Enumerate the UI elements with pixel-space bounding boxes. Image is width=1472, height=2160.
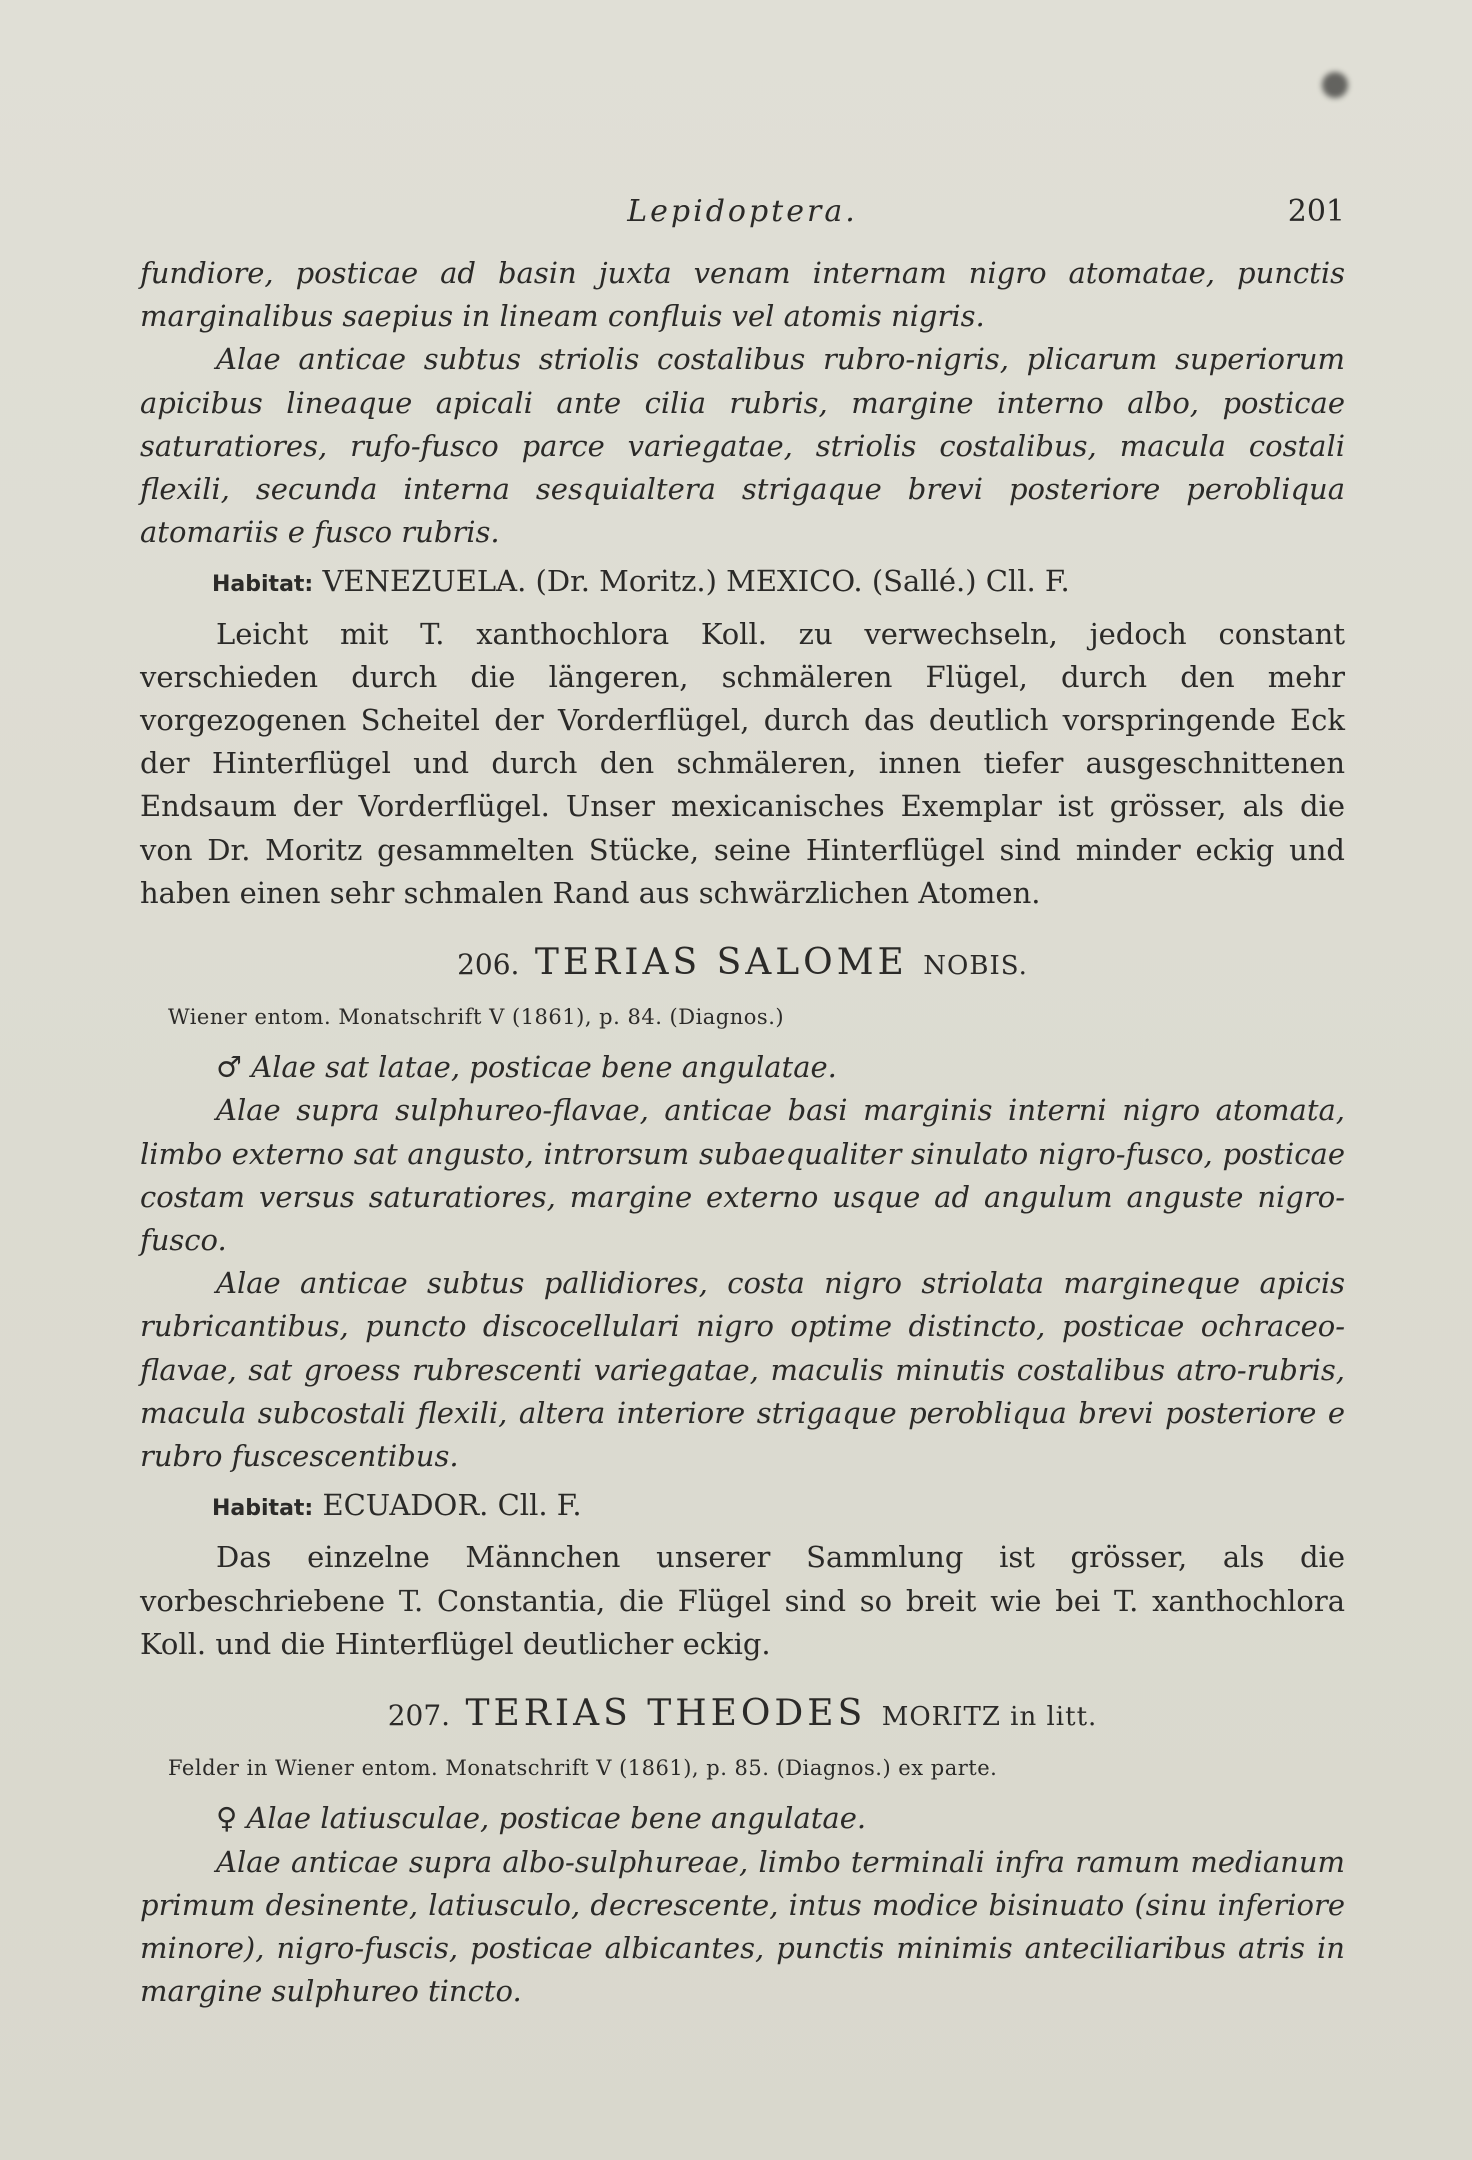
page-header <box>140 190 1345 246</box>
species-reference: Felder in Wiener entom. Monatschrift V (1861), p. 85. (Diagnos.) ex parte. <box>168 1756 998 1781</box>
diagnosis-text: Alae sat latae, posticae bene angulatae. <box>251 1050 837 1085</box>
habitat-line <box>212 560 1345 606</box>
latin-underside-description: Alae anticae subtus pallidiores, costa nigro striolata margineque apicis rubricantibus, puncto discocellulari nigro optime distincto, posticae ochraceo-flavae, sat groess rubrescenti variegatae, maculis minutis costalibus atro-rubris, macula subcostali flexili, altera interiore strigaque perobliqua brevi posteriore e rubro fuscescentibus. <box>140 1266 1345 1474</box>
german-remark: Leicht mit T. xanthochlora Koll. zu verwechseln, jedoch constant verschieden durch die längeren, schmäleren Flügel, durch den mehr vorgezogenen Scheitel der Vorderflügel, durch das deutlich vorspringende Eck der Hinterflügel und durch den schmäleren, innen tiefer ausgeschnittenen Endsaum der Vorderflügel. Unser mexicanisches Exemplar ist grösser, als die von Dr. Moritz gesammelten Stücke, seine Hinterflügel sind minder eckig und haben einen sehr schmalen Rand aus schwärzlichen Atomen. <box>140 616 1345 910</box>
diagnosis-short <box>140 1797 1345 1840</box>
page-body <box>140 190 1345 2013</box>
species-author: MORITZ in litt. <box>881 1702 1098 1733</box>
habitat-line <box>212 1484 1345 1530</box>
latin-continuation: fundiore, posticae ad basin juxta venam internam nigro atomatae, punctis marginalibus saepius in lineam confluis vel atomis nigris. <box>140 256 1345 334</box>
species-reference: Wiener entom. Monatschrift V (1861), p. 84. (Diagnos.) <box>168 1005 785 1030</box>
latin-upperside-description: Alae supra sulphureo-flavae, anticae basi marginis interni nigro atomata, limbo externo sat angusto, introrsum subaequaliter sinulato nigro-fusco, posticae costam versus saturatiores, margine externo usque ad angulum anguste nigro-fusco. <box>140 1093 1345 1258</box>
habitat-label: Habitat: <box>212 1496 314 1522</box>
female-symbol: ♀ <box>216 1801 238 1836</box>
male-symbol: ♂ <box>216 1050 242 1085</box>
page-number: 201 <box>1287 194 1345 229</box>
habitat-label: Habitat: <box>212 572 314 598</box>
species-heading-207 <box>140 1692 1345 1739</box>
species-number: 206. <box>457 948 520 982</box>
diagnosis-short <box>140 1046 1345 1089</box>
german-remark: Das einzelne Männchen unserer Sammlung ist grösser, als die vorbeschriebene T. Constantia, die Flügel sind so breit wie bei T. xanthochlora Koll. und die Hinterflügel deutlicher eckig. <box>140 1540 1345 1661</box>
species-name: TERIAS THEODES <box>465 1693 867 1735</box>
latin-underside-description: Alae anticae subtus striolis costalibus rubro-nigris, plicarum superiorum apicibus lineaque apicali ante cilia rubris, margine interno albo, posticae saturatiores, rufo-fusco parce variegatae, striolis costalibus, macula costali flexili, secunda interna sesquialtera strigaque brevi posteriore perobliqua atomariis e fusco rubris. <box>140 342 1345 550</box>
species-number: 207. <box>387 1699 451 1733</box>
latin-upperside-description: Alae anticae supra albo-sulphureae, limbo terminali infra ramum medianum primum desinente, latiusculo, decrescente, intus modice bisinuato (sinu inferiore minore), nigro-fuscis, posticae albicantes, punctis minimis anteciliaribus atris in margine sulphureo tincto. <box>140 1844 1345 2009</box>
diagnosis-text: Alae latiusculae, posticae bene angulatae. <box>246 1801 867 1836</box>
habitat-text: VENEZUELA. (Dr. Moritz.) MEXICO. (Sallé.) Cll. F. <box>322 564 1070 599</box>
species-heading-206 <box>140 941 1345 988</box>
species-name: TERIAS SALOME <box>534 942 908 984</box>
running-title: Lepidoptera. <box>627 194 858 229</box>
ink-spot <box>1322 72 1348 98</box>
species-author: NOBIS. <box>923 951 1028 982</box>
habitat-text: ECUADOR. Cll. F. <box>322 1488 582 1523</box>
